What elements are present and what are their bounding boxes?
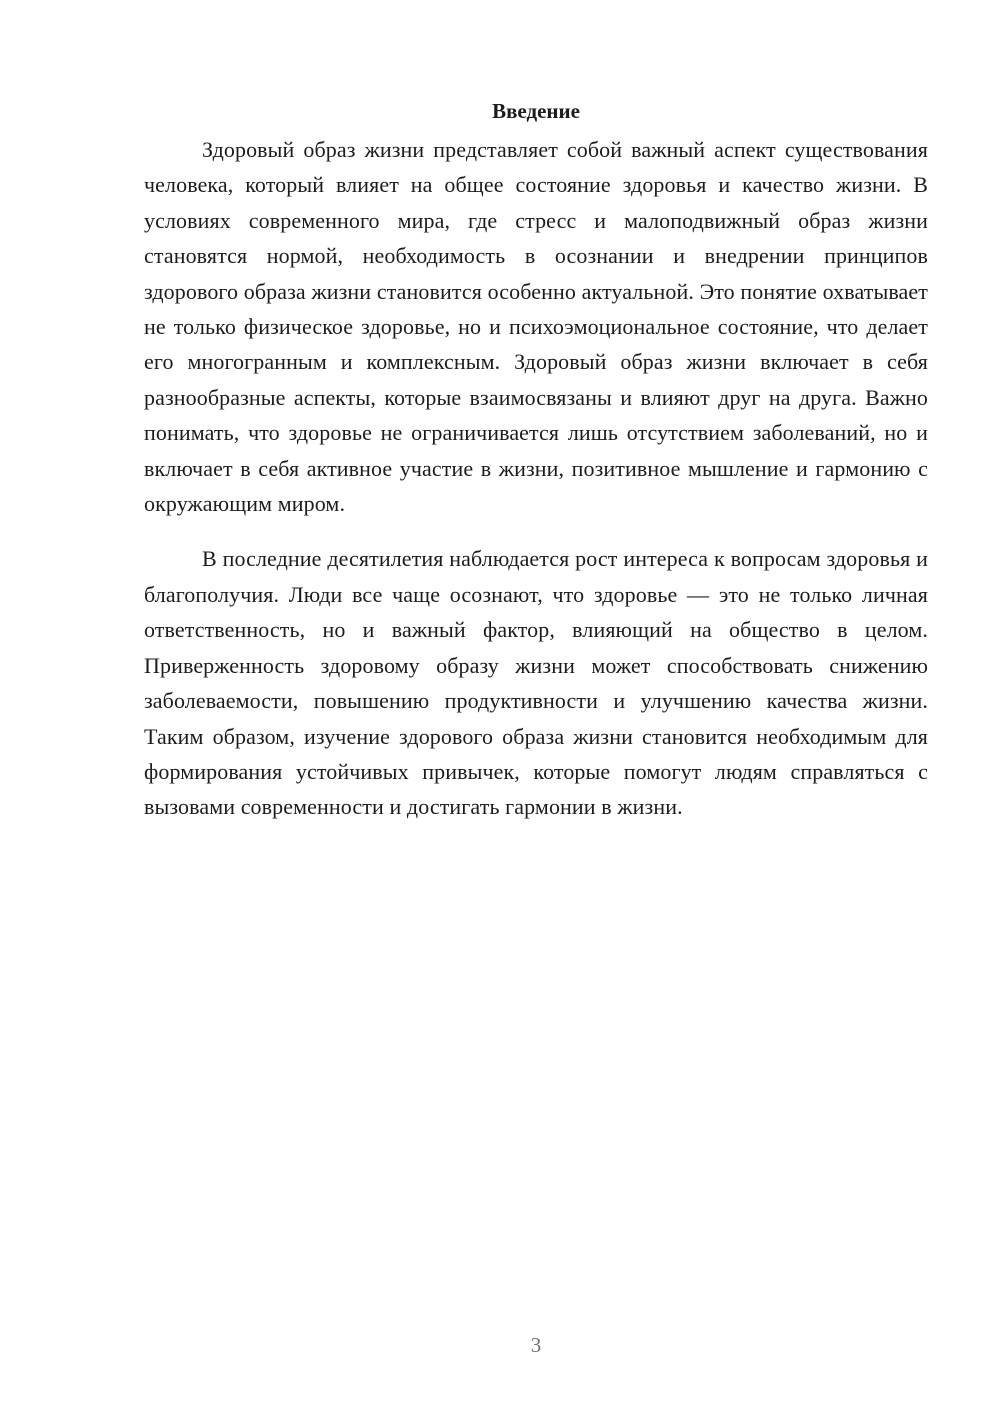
page-content <box>144 96 928 825</box>
paragraph-2: В последние десятилетия наблюдается рост интереса к вопросам здоровья и благополучия. Люди все чаще осознают, что здоровье — это не только личная ответственность, но и важный фактор, влияющий на общество в целом. Приверженность здоровому образу жизни может способствовать снижению заболеваемости, повышению продуктивности и улучшению качества жизни. Таким образом, изучение здорового образа жизни становится необходимым для формирования устойчивых привычек, которые помогут людям справляться с вызовами современности и достигать гармонии в жизни. <box>144 546 928 820</box>
page-number: 3 <box>530 1333 542 1357</box>
paragraph-1: Здоровый образ жизни представляет собой важный аспект существования человека, который влияет на общее состояние здоровья и качество жизни. В условиях современного мира, где стресс и малоподвижный образ жизни становятся нормой, необходимость в осознании и внедрении принципов здорового образа жизни становится особенно актуальной. Это понятие охватывает не только физическое здоровье, но и психоэмоциональное состояние, что делает его многогранным и комплексным. Здоровый образ жизни включает в себя разнообразные аспекты, которые взаимосвязаны и влияют друг на друга. Важно понимать, что здоровье не ограничивается лишь отсутствием заболеваний, но и включает в себя активное участие в жизни, позитивное мышление и гармонию с окружающим миром. <box>144 137 928 517</box>
section-heading: Введение <box>492 99 580 123</box>
